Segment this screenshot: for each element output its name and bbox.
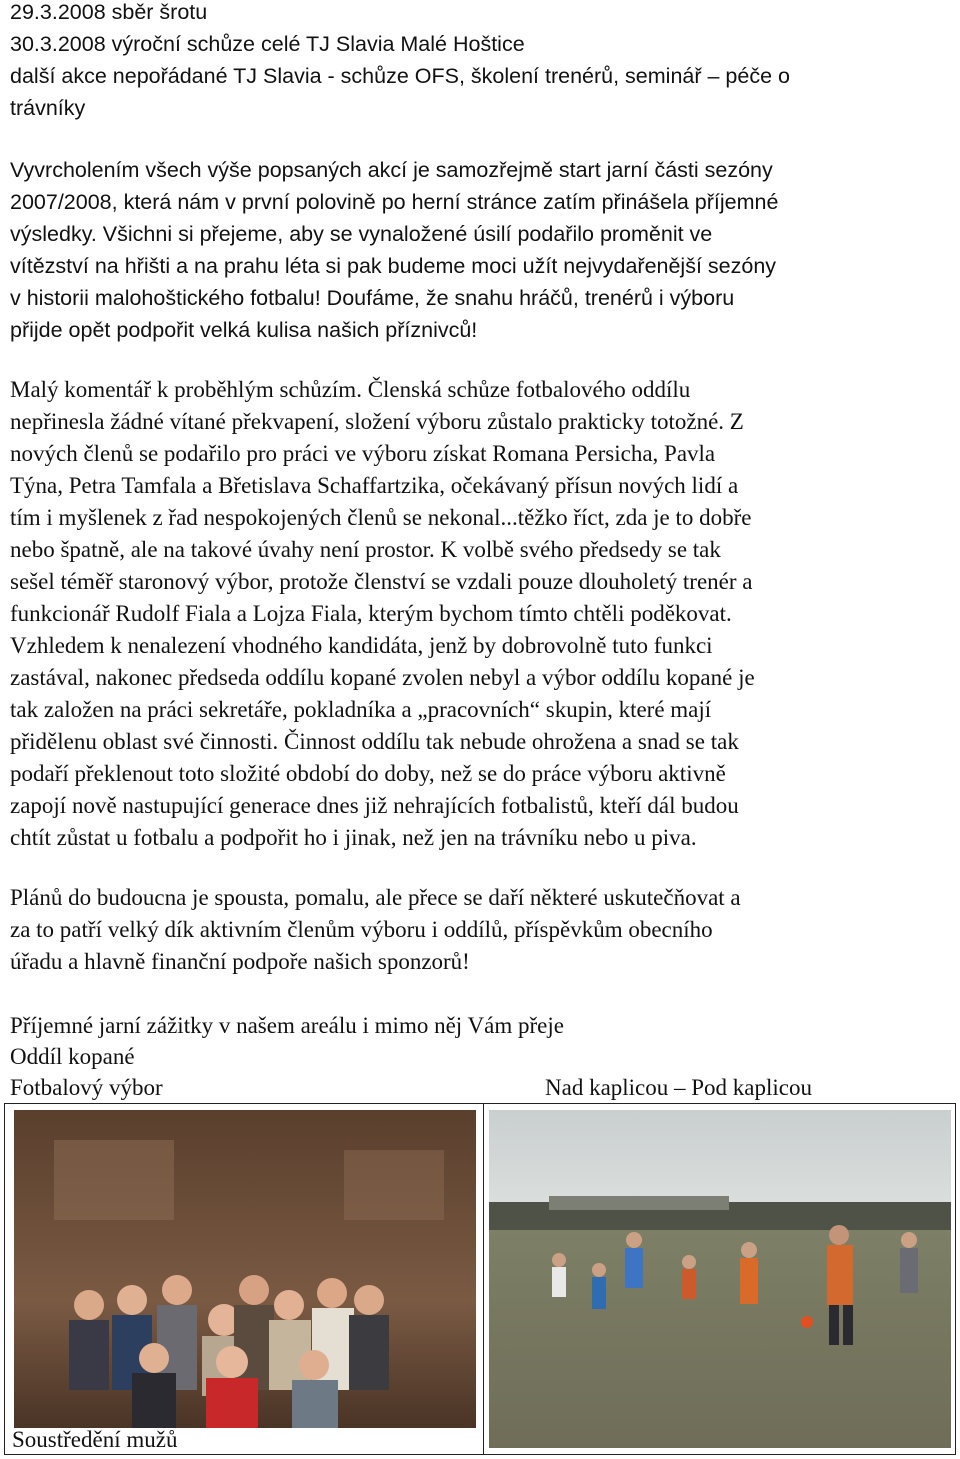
paragraph-2-line: podaří překlenout toto složité období do doby, než se do práce výboru aktivně — [10, 761, 726, 786]
paragraph-2-line: Malý komentář k proběhlým schůzím. Členská schůze fotbalového oddílu — [10, 377, 691, 402]
paragraph-2-line: sešel téměř staronový výbor, protože členství se vzdali pouze dlouholetý trenér a — [10, 569, 753, 594]
paragraph-2-line: tím i myšlenek z řad nespokojených členů se nekonal...těžko říct, zda je to dobře — [10, 505, 752, 530]
paragraph-3-line: Plánů do budoucna je spousta, pomalu, ale přece se daří některé uskutečňovat a — [10, 885, 741, 910]
closing-greeting: Příjemné jarní zážitky v našem areálu i mimo něj Vám přeje — [10, 1013, 564, 1038]
signature-committee: Fotbalový výbor — [10, 1075, 163, 1100]
paragraph-2-line: zapojí nově nastupující generace dnes již nehrajících fotbalistů, kteří dál budou — [10, 793, 739, 818]
event-line-1: 29.3.2008 sběr šrotu — [10, 0, 208, 24]
paragraph-1-line: vítězství na hřišti a na prahu léta si pak budeme moci užít nejvydařenější sezóny — [10, 254, 777, 278]
signature-club: Oddíl kopané — [10, 1044, 135, 1069]
paragraph-2-line: Týna, Petra Tamfala a Břetislava Schaffartzika, očekávaný přísun nových lidí a — [10, 473, 739, 498]
paragraph-2-line: nebo špatně, ale na takové úvahy není prostor. K volbě svého předsedy se tak — [10, 537, 721, 562]
event-line-4: trávníky — [10, 96, 86, 120]
signature-motto: Nad kaplicou – Pod kaplicou — [545, 1075, 813, 1100]
paragraph-1-line: výsledky. Všichni si přejeme, aby se vynaložené úsilí podařilo proměnit ve — [10, 222, 713, 246]
photo-table — [4, 1103, 956, 1455]
paragraph-1-line: 2007/2008, která nám v první polovině po herní stránce zatím přinášela příjemné — [10, 190, 779, 214]
team-photo — [14, 1110, 476, 1428]
paragraph-2-line: tak založen na práci sekretáře, pokladníka a „pracovních“ skupin, které mají — [10, 697, 712, 722]
paragraph-3-line: za to patří velký dík aktivním členům výboru i oddílů, příspěvkům obecního — [10, 917, 713, 942]
paragraph-2-line: funkcionář Rudolf Fiala a Lojza Fiala, kterým bychom tímto chtěli poděkovat. — [10, 601, 732, 626]
paragraph-2-line: nových členů se podařilo pro práci ve výboru získat Romana Persicha, Pavla — [10, 441, 716, 466]
event-line-3: další akce nepořádané TJ Slavia - schůze OFS, školení trenérů, seminář – péče o — [10, 64, 790, 88]
paragraph-2-line: Vzhledem k nenalezení vhodného kandidáta, jenž by dobrovolně tuto funkci — [10, 633, 713, 658]
paragraph-3-line: úřadu a hlavně finanční podpoře našich sponzorů! — [10, 949, 470, 974]
table-divider — [483, 1104, 484, 1454]
paragraph-2-line: chtít zůstat u fotbalu a podpořit ho i jinak, než jen na trávníku nebo u piva. — [10, 825, 697, 850]
event-line-2: 30.3.2008 výroční schůze celé TJ Slavia Malé Hoštice — [10, 32, 525, 56]
photo-caption: Soustředění mužů — [12, 1427, 178, 1452]
paragraph-1-line: v historii malohoštického fotbalu! Doufáme, že snahu hráčů, trenérů i výboru — [10, 286, 735, 310]
paragraph-2-line: zastával, nakonec předseda oddílu kopané zvolen nebyl a výbor oddílu kopané je — [10, 665, 755, 690]
paragraph-1-line: Vyvrcholením všech výše popsaných akcí je samozřejmě start jarní části sezóny — [10, 158, 773, 182]
paragraph-1-line: přijde opět podpořit velká kulisa našich příznivců! — [10, 318, 478, 342]
paragraph-2-line: přidělenu oblast své činnosti. Činnost oddílu tak nebude ohrožena a snad se tak — [10, 729, 739, 754]
football-photo — [489, 1110, 951, 1448]
paragraph-2-line: nepřinesla žádné vítané překvapení, složení výboru zůstalo prakticky totožné. Z — [10, 409, 744, 434]
